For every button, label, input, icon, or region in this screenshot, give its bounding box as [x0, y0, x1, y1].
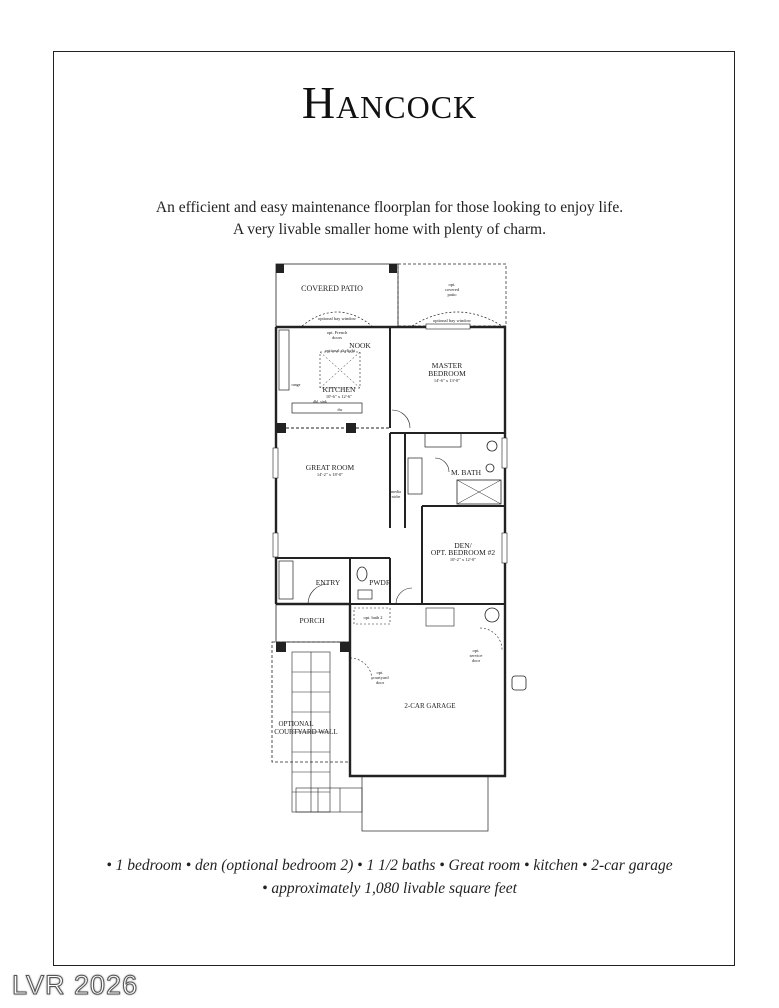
opt-service-door-label: service: [469, 653, 483, 658]
ac-unit-icon: [512, 676, 526, 690]
dw-label: dw: [337, 407, 343, 412]
toilet-icon: [487, 441, 497, 451]
door-swing: [435, 458, 449, 472]
media-niche-label: media: [391, 489, 401, 494]
vanity: [358, 590, 372, 599]
covered-patio-label: COVERED PATIO: [301, 284, 363, 293]
door-swing: [392, 410, 410, 428]
description-line-1: An efficient and easy maintenance floorplan for those looking to enjoy life.: [155, 199, 624, 216]
opt-patio-label: covered: [444, 287, 460, 292]
front-door-swing: [308, 584, 328, 604]
kitchen-label: KITCHEN: [322, 385, 356, 394]
skylight-label: optional skylight: [324, 348, 356, 353]
opt-courtyard-door-label: courtyard: [371, 675, 389, 680]
water-heater-icon: [485, 608, 499, 622]
opt-bath-label: opt. bath 2: [363, 615, 383, 620]
den-dims: 10'-2" x 12'-0": [449, 557, 477, 562]
opt-patio-label: opt.: [448, 282, 456, 287]
courtyard-door-swing: [350, 658, 372, 680]
garage-walls: [350, 604, 505, 776]
closet: [408, 458, 422, 494]
dbl-sink-label: dbl. sink: [313, 399, 327, 404]
master-dims: 14'-6" x 13'-0": [433, 378, 461, 383]
great-room-label: GREAT ROOM: [305, 463, 355, 472]
features-line-2: • approximately 1,080 livable square feet: [262, 880, 517, 897]
great-room-dims: 14'-2" x 18'-0": [316, 472, 344, 477]
description-line-2: A very livable smaller home with plenty of charm.: [233, 221, 546, 238]
courtyard-wall-label: OPTIONAL: [278, 720, 314, 728]
nook-label: NOOK: [349, 341, 371, 350]
window: [273, 448, 278, 478]
media-niche-label: niche: [391, 494, 401, 499]
entry-label: ENTRY: [315, 578, 341, 587]
den-label: DEN/: [454, 541, 472, 550]
courtyard-wall-label: COURTYARD WALL: [274, 728, 338, 736]
toilet-icon: [357, 567, 367, 581]
den-label: OPT. BEDROOM #2: [430, 548, 496, 557]
kitchen-counter: [279, 330, 289, 390]
porch-label: PORCH: [299, 616, 325, 625]
opt-service-door-label: opt.: [472, 648, 480, 653]
kitchen-dims: 10'-6" x 12'-6": [325, 394, 353, 399]
kitchen-island: [292, 403, 362, 413]
patio-post-icon: [389, 264, 397, 273]
window: [502, 533, 507, 563]
garage-label: 2-CAR GARAGE: [404, 702, 456, 710]
driveway: [362, 776, 488, 831]
closet: [425, 433, 461, 447]
sink-icon: [486, 464, 494, 472]
window: [502, 438, 507, 468]
opt-patio-label: patio: [447, 292, 457, 297]
opt-service-door-label: door: [471, 658, 481, 663]
plan-title: Hancock: [301, 77, 478, 128]
features-line-1: • 1 bedroom • den (optional bedroom 2) • 1 1/2 baths • Great room • kitchen • 2-car garage: [106, 857, 673, 874]
floor-plan: [262, 258, 534, 834]
m-bath-label: M. BATH: [450, 468, 482, 477]
laundry: [426, 608, 454, 626]
window: [273, 533, 278, 557]
porch-post-icon: [340, 642, 350, 652]
window: [426, 324, 470, 329]
opt-french-doors-label: opt. French: [326, 330, 348, 335]
opt-courtyard-door-label: opt.: [376, 670, 384, 675]
pwdr-label: PWDR: [369, 578, 391, 587]
service-door-swing: [480, 628, 502, 650]
range-label: range: [291, 382, 301, 387]
opt-french-doors-label: doors: [332, 335, 342, 340]
master-bedroom-label: BEDROOM: [428, 369, 466, 378]
opt-courtyard-door-label: door: [375, 680, 385, 685]
patio-post-icon: [276, 264, 284, 273]
opt-bay-window-nook-label: optional bay window: [318, 316, 356, 321]
door-swing: [396, 588, 412, 604]
master-bedroom-label: MASTER: [431, 361, 463, 370]
opt-bay-window-label: optional bay window: [433, 318, 471, 323]
watermark: LVR 2026: [12, 970, 139, 1000]
porch-post-icon: [276, 642, 286, 652]
coat-closet: [279, 561, 293, 599]
